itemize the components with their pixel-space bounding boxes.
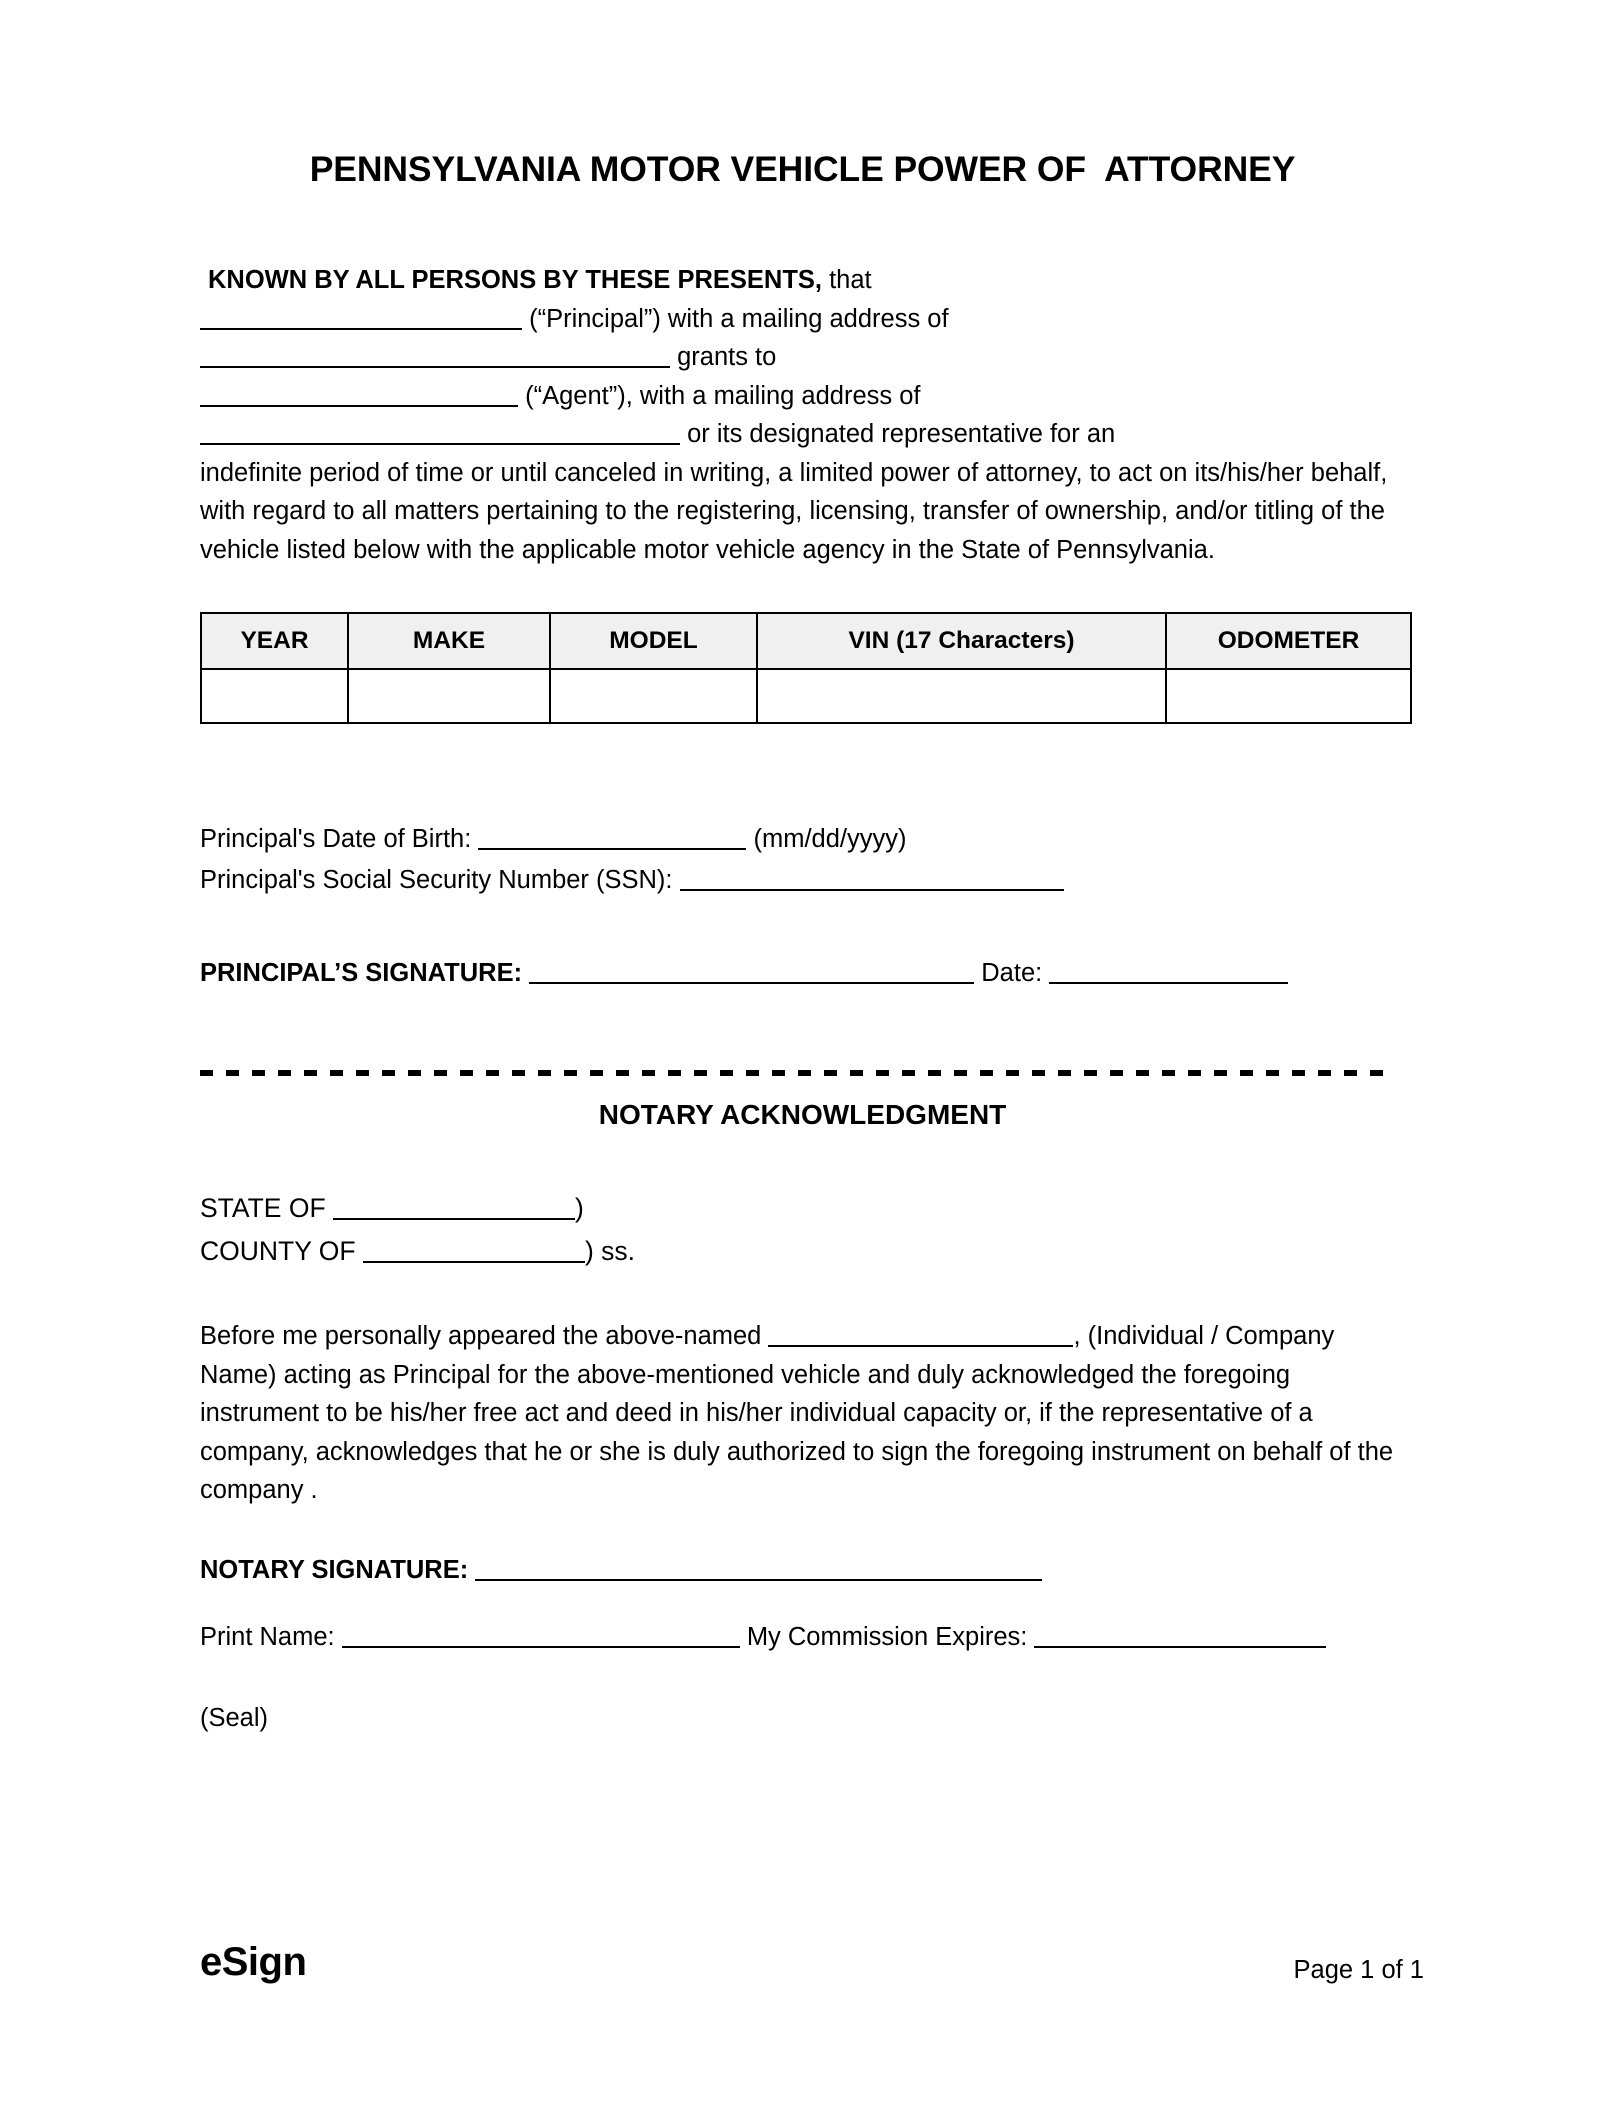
state-field[interactable] bbox=[333, 1193, 575, 1220]
esign-logo: eSign bbox=[200, 1940, 307, 1984]
cell-model[interactable] bbox=[550, 669, 757, 723]
state-label: STATE OF bbox=[200, 1193, 326, 1224]
principal-name-line bbox=[200, 300, 1405, 339]
notary-body-before: Before me personally appeared the above-named bbox=[200, 1322, 762, 1351]
principal-date-label: Date: bbox=[981, 959, 1043, 988]
state-line bbox=[200, 1187, 1405, 1230]
document-content bbox=[200, 0, 1405, 1733]
table-row bbox=[201, 669, 1411, 723]
column-header-model: MODEL bbox=[550, 613, 757, 669]
agent-name-field[interactable] bbox=[200, 380, 518, 407]
dob-label: Principal's Date of Birth: bbox=[200, 825, 472, 854]
principal-suffix-text: (“Principal”) with a mailing address of bbox=[529, 304, 949, 333]
notary-heading: NOTARY ACKNOWLEDGMENT bbox=[598, 1099, 1007, 1131]
notary-body-section bbox=[200, 1317, 1405, 1510]
principal-info-section bbox=[200, 819, 1405, 901]
table-header-row bbox=[201, 613, 1411, 669]
print-name-label: Print Name: bbox=[200, 1622, 335, 1651]
commission-expires-field[interactable] bbox=[1034, 1621, 1326, 1648]
principal-date-field[interactable] bbox=[1049, 957, 1288, 984]
column-header-vin: VIN (17 Characters) bbox=[757, 613, 1166, 669]
county-label: COUNTY OF bbox=[200, 1236, 356, 1267]
page-footer bbox=[200, 1940, 1424, 1985]
column-header-odometer: ODOMETER bbox=[1166, 613, 1411, 669]
intro-lead-tail: that bbox=[822, 266, 872, 295]
designated-rep-text: or its designated representative for an bbox=[687, 420, 1116, 449]
dob-line bbox=[200, 819, 1405, 860]
page-title: PENNSYLVANIA MOTOR VEHICLE POWER OF ATTORNEY bbox=[309, 149, 1296, 189]
page-number: Page 1 of 1 bbox=[1293, 1956, 1424, 1984]
principal-name-field[interactable] bbox=[200, 303, 522, 330]
notary-signature-line bbox=[200, 1554, 1405, 1585]
notary-jurisdiction-section bbox=[200, 1187, 1405, 1273]
notary-body-rest: (Individual / Company Name) acting as Principal for the above-mentioned vehicle and duly acknowledged the foregoing instrument to be his/her free act and deed in his/her individual capacity or, if the representative of a company, acknowledges that he or she is duly authorized to sign the foregoing instrument on behalf of the company . bbox=[200, 1322, 1394, 1505]
county-paren: ) ss. bbox=[584, 1236, 636, 1267]
principal-address-field[interactable] bbox=[200, 341, 670, 368]
appeared-name-field[interactable] bbox=[768, 1320, 1073, 1347]
agent-address-field[interactable] bbox=[200, 418, 680, 445]
commission-expires-label: My Commission Expires: bbox=[746, 1622, 1028, 1651]
cell-odometer[interactable] bbox=[1166, 669, 1411, 723]
principal-signature-field[interactable] bbox=[529, 957, 974, 984]
column-header-year: YEAR bbox=[201, 613, 348, 669]
intro-body-paragraph: indefinite period of time or until canceled in writing, a limited power of attorney, to act on its/his/her behalf, with regard to all matters pertaining to the registering, licensing, transfer of ownership, and/or titling of the vehicle listed below with the applicable motor vehicle agency in the State of Pennsylvania. bbox=[200, 458, 1388, 564]
agent-suffix-text: (“Agent”), with a mailing address of bbox=[525, 381, 921, 410]
intro-lead-text: KNOWN BY ALL PERSONS BY THESE PRESENTS, bbox=[208, 266, 822, 295]
dob-format-hint: (mm/dd/yyyy) bbox=[753, 825, 907, 854]
column-header-make: MAKE bbox=[348, 613, 550, 669]
ssn-field[interactable] bbox=[680, 864, 1064, 891]
principal-address-line bbox=[200, 338, 1405, 377]
vehicle-table-wrapper bbox=[200, 612, 1405, 724]
agent-name-line bbox=[200, 377, 1405, 416]
seal-label: (Seal) bbox=[200, 1703, 269, 1732]
print-name-field[interactable] bbox=[342, 1621, 740, 1648]
notary-signature-label: NOTARY SIGNATURE: bbox=[200, 1555, 469, 1584]
principal-signature-label: PRINCIPAL’S SIGNATURE: bbox=[200, 959, 523, 988]
dashed-separator bbox=[200, 1070, 1393, 1076]
state-paren: ) bbox=[575, 1193, 584, 1224]
intro-section bbox=[200, 261, 1405, 569]
cell-year[interactable] bbox=[201, 669, 348, 723]
county-line bbox=[200, 1230, 1405, 1273]
notary-print-name-line bbox=[200, 1621, 1405, 1652]
intro-lead-line bbox=[200, 261, 1405, 300]
notary-body-comma: , bbox=[1073, 1322, 1081, 1351]
vehicle-table bbox=[200, 612, 1412, 724]
cell-vin[interactable] bbox=[757, 669, 1166, 723]
cell-make[interactable] bbox=[348, 669, 550, 723]
grants-to-text: grants to bbox=[677, 343, 777, 372]
principal-signature-section bbox=[200, 956, 1405, 990]
dob-field[interactable] bbox=[478, 823, 746, 850]
agent-address-line bbox=[200, 415, 1405, 454]
county-field[interactable] bbox=[363, 1236, 585, 1263]
ssn-line bbox=[200, 860, 1405, 901]
ssn-label: Principal's Social Security Number (SSN): bbox=[200, 866, 673, 895]
notary-signature-field[interactable] bbox=[475, 1554, 1042, 1581]
